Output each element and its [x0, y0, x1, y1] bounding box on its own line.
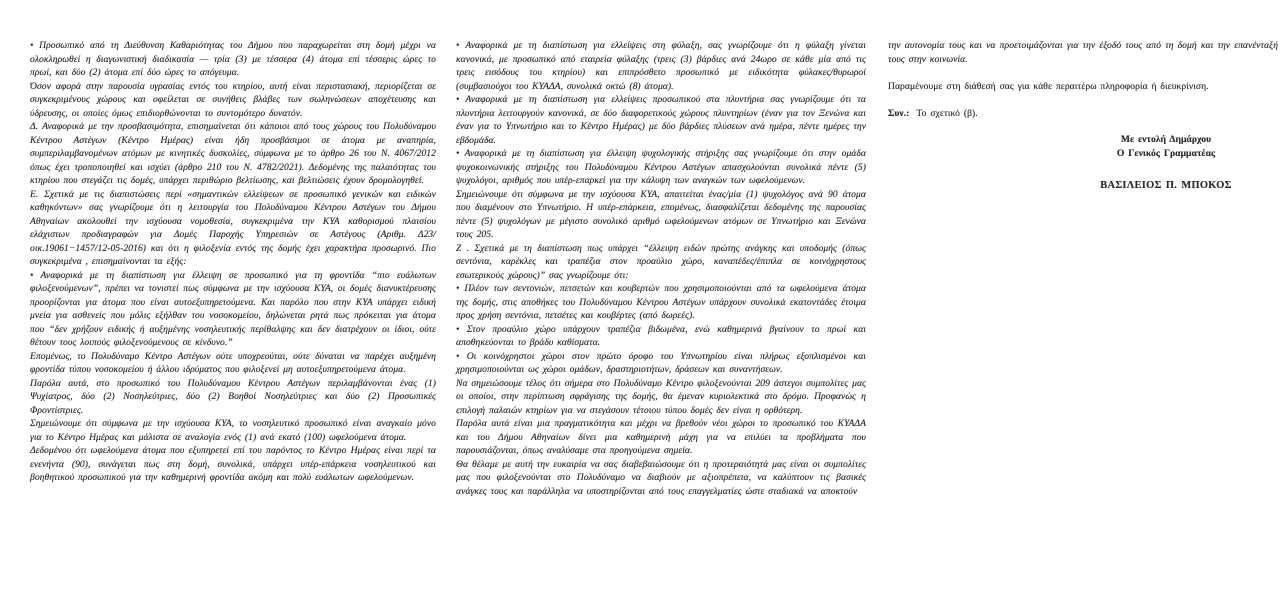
- signature-title-line: Ο Γενικός Γραμματέας: [1116, 147, 1216, 159]
- attachment-text: Το σχετικό (β).: [916, 107, 978, 119]
- document-column-2: [456, 39, 866, 498]
- closing-statement: Παραμένουμε στη διάθεσή σας για κάθε περαιτέρω πληροφορία ή διευκρίνιση.: [888, 81, 1209, 92]
- document-column-1: [30, 39, 436, 485]
- paragraph-bullet-psychological-support: • Αναφορικά με τη διαπίστωση για έλλειψη ψυχολογικής στήριξης σας γνωρίζουμε ότι στην ομάδα ψυχοκοινωνικής στήριξης του Πολυδύναμου Κέντρου Αστέγων απασχολούνται συνολικά πέντε (5) ψυχολόγοι, αριθμός που υπέρ-επαρκεί για την κάλυψη των αναγκών των ωφελούμενων.: [456, 148, 866, 186]
- signatory-name: ΒΑΣΙΛΕΙΟΣ Π. ΜΠΟΚΟΣ: [1100, 180, 1232, 191]
- attachment-label: Συν.:: [888, 107, 910, 119]
- paragraph-humidity: Όσον αφορά στην παρουσία υγρασίας εντός του κτηρίου, αυτή είναι περιστασιακή, περιορίζεται σε συγκεκριμένους χώρους και οφείλεται σε συνήθεις βλάβες των σωληνώσεων αποχέτευσης και ύδρευσης, οι οποίες όμως επιδιορθώνονται το συντομότερο δυνατόν.: [30, 80, 436, 119]
- attachment-note: [888, 107, 1278, 121]
- paragraph-bullet-laundry: • Αναφορικά με τη διαπίστωση για ελλείψεις προσωπικού στα πλυντήρια σας γνωρίζουμε ότι τα πλυντήρια λειτουργούν κανονικά, σε δύο διαφορετικούς χώρους πλυντηρίων (έναν για τον Ξενώνα και έναν για το Υπνωτήριο και το Κέντρο Ημέρας) με δύο βάρδιες πλύσεων ανά ημέρα, πέντε ημέρες την εβδομάδα.: [456, 94, 866, 146]
- signature-block: [1054, 133, 1278, 193]
- paragraph-bullet-courtyard-furniture: • Στον προαύλιο χώρο υπάρχουν τραπέζια βιδωμένα, ενώ καθημερινά βγαίνουν το πρωί και αποθηκεύονται το βράδυ καθίσματα.: [456, 323, 866, 348]
- paragraph-reintegration-continuation: την αυτονομία τους και να προετοιμάζονται για την έξοδό τους από τη δομή και την επανένταξή τους στην κοινωνία.: [888, 40, 1278, 65]
- paragraph-bullet-security: • Αναφορικά με τη διαπίστωση για ελλείψεις στη φύλαξη, σας γνωρίζουμε ότι η φύλαξη γίνεται κανονικά, με προσωπικό από εταιρεία φύλαξης (τρεις (3) βάρδιες ανά 24ωρο σε κάθε μία από τις τρεις εισόδους του κτηρίου) και επιπρόσθετο προσωπικό με ειδικότητα φύλακες/θυρωροί (συμβασιούχοι του ΚΥΑΔΑ, συνολικά οκτώ (8) άτομα).: [456, 40, 866, 92]
- paragraph-medical-staff-list: Παρόλα αυτά, στο προσωπικό του Πολυδύναμου Κέντρου Αστέγων περιλαμβάνονται ένας (1) Ψυχίατρος, δύο (2) Νοσηλεύτριες, δύο (2) Βοηθοί Νοσηλεύτριες και δύο (2) Προσωπικές Φροντίστριες.: [30, 377, 436, 416]
- signature-by-order-line: Με εντολή Δημάρχου: [1120, 134, 1212, 145]
- paragraph-bullet-cleaning-staff: • Προσωπικό από τη Διεύθυνση Καθαριότητας του Δήμου που παραχωρείται στη δομή μέχρι να ολοκληρωθεί η διαγωνιστική διαδικασία — τρία (3) με τέσσερα (4) άτομα επί τέσσερις ώρες το πρωί, και δύο (2) άτομα επί δύο ώρες το απόγευμα.: [30, 40, 436, 78]
- document-column-3: [888, 39, 1278, 193]
- paragraph-nursing-ratio: Σημειώνουμε ότι σύμφωνα με την ισχύουσα ΚΥΑ, το νοσηλευτικό προσωπικό είναι αναγκαίο μόνο για το Κέντρο Ημέρας και μάλιστα σε αναλογία ενός (1) ανά εκατό (100) ωφελούμενα άτομα.: [30, 418, 436, 443]
- paragraph-supplies-intro: Ζ . Σχετικά με τη διαπίστωση πως υπάρχει “έλλειψη ειδών πρώτης ανάγκης και υποδομής (όπως σεντόνια, καρέκλες και τραπέζια στον προαύλιο χώρο, καναπέδες/έπιπλα σε κοινόχρηστους εσωτερικούς χώρους)” σας γνωρίζουμε ότι:: [456, 242, 866, 281]
- paragraph-priority-statement: Θα θέλαμε με αυτή την ευκαιρία να σας διαβεβαιώσουμε ότι η προτεραιότητά μας είναι οι συμπολίτες μας που φιλοξενούνται στο Πολυδύναμο να διαβιούν με αξιοπρέπεια, να καλύπτουν τις βασικές ανάγκες τους και παράλληλα να υποστηρίζονται από τους επαγγελματίες ώστε σταδιακά να αποκτούν: [456, 458, 866, 497]
- paragraph-209-residents: Να σημειώσουμε τέλος ότι σήμερα στο Πολυδύναμο Κέντρο φιλοξενούνται 209 άστεγοι συμπολίτες μας οι οποίοι, στην περίπτωση σφράγισης της δομής, θα έμεναν κυριολεκτικά στο δρόμο. Προφανώς η επιλογή παλαιών κτηρίων για να στεγάσουν τέτοιου τύπου δομές δεν είναι η ορθότερη.: [456, 377, 866, 416]
- paragraph-daily-struggle: Παρόλα αυτά είναι μια πραγματικότητα και μέχρι να βρεθούν νέοι χώροι το προσωπικό του ΚΥΑΔΑ και του Δήμου Αθηναίων δίνει μια καθημερινή μάχη για να επιλύει τα προβλήματα που παρουσιάζονται, όπως αναλύσαμε στα προηγούμενα σημεία.: [456, 418, 866, 456]
- paragraph-staff-shortages-intro: Ε. Σχετικά με τις διαπιστώσεις περί «σημαντικών ελλείψεων σε προσωπικό γενικών και ειδικών καθηκόντων» σας γνωρίζουμε ότι η λειτουργία του Πολυδύναμου Κέντρου Αστέγων του Δήμου Αθηναίων ακολουθεί την ισχύουσα νομοθεσία, συγκεκριμένα την ΚΥΑ καθορισμού πλαισίου ελάχιστων προδιαγραφών για Δομές Παροχής Υπηρεσιών σε Αστέγους (Αριθμ. Δ23/οικ.19061−1457/12-05-2016) και ότι η φιλοξενία εντός της δομής έχει χαρακτήρα προσωρινό. Πιο συγκεκριμένα , επισημαίνονται τα εξής:: [30, 188, 436, 267]
- paragraph-psychologist-ratio: Σημειώνουμε ότι σύμφωνα με την ισχύουσα ΚΥΑ, απαιτείται ένας/μία (1) ψυχολόγος ανά 90 άτομα που διαμένουν στο Υπνωτήριο. Η υπέρ-επάρκεια, επομένως, διασφαλίζεται δεδομένης της παρουσίας πέντε (5) ψυχολόγων με μέγιστο συνολικό αριθμό ωφελούμενων ατόμων σε Υπνωτήριο και Ξενώνα τους 205.: [456, 188, 866, 240]
- paragraph-no-hospital-care: Επομένως, το Πολυδύναμο Κέντρο Αστέγων ούτε υποχρεούται, ούτε δύναται να παρέχει αυξημένη φροντίδα τύπου νοσοκομείου ή άλλου ιδρύματος που φιλοξενεί μη αυτοεξυπηρετούμενα άτομα.: [30, 350, 436, 375]
- paragraph-bullet-linens-stock: • Πλέον των σεντονιών, πετσετών και κουβερτών που χρησιμοποιούνται από τα ωφελούμενα άτομα της δομής, στις αποθήκες του Πολυδύναμου Κέντρου Αστέγων υπάρχουν συνολικά εκατοντάδες έτοιμα προς χρήση σεντόνια, πετσέτες και κουβέρτες (από δωρεές).: [456, 283, 866, 321]
- paragraph-bullet-common-areas: • Οι κοινόχρηστοι χώροι στον πρώτο όροφο του Υπνωτηρίου είναι πλήρως εξοπλισμένοι και χρησιμοποιούνται ως χώροι ομάδων, δραστηριοτήτων, δράσεων και συναντήσεων.: [456, 350, 866, 375]
- paragraph-staff-sufficiency: Δεδομένου ότι ωφελούμενα άτομα που εξυπηρετεί επί του παρόντος το Κέντρο Ημέρας είναι περί τα ενενήντα (90), συνάγεται πως στη δομή, συνολικά, υπάρχει υπέρ-επάρκεια νοσηλευτικού και βοηθητικού προσωπικού για την καθημερινή φροντίδα ακόμη και πολύ ευάλωτων ωφελούμενων.: [30, 445, 436, 483]
- paragraph-bullet-vulnerable-guests: • Αναφορικά με τη διαπίστωση για έλλειψη σε προσωπικό για τη φροντίδα “πιο ευάλωτων φιλοξενούμενων”, πρέπει να τονιστεί πως σύμφωνα με την ισχύουσα ΚΥΑ, οι δομές διανυκτέρευσης προορίζονται για άτομα που είναι αυτοεξυπηρετούμενα. Και παρόλο που στην ΚΥΑ υπάρχει ειδική μνεία για ασθενείς που μόλις εξήλθαν του νοσοκομείου, δηλώνεται ρητά πως πρόκειται για άτομα που “δεν χρήζουν ειδικής ή αυξημένης νοσηλευτικής περίθαλψης και δεν διατρέχουν οι ίδιοι, ούτε θέτουν τους λοιπούς φιλοξενούμενους σε κίνδυνο.”: [30, 269, 436, 348]
- paragraph-accessibility: Δ. Αναφορικά με την προσβασιμότητα, επισημαίνεται ότι κάποιοι από τους χώρους του Πολυδύναμου Κέντρου Αστέγων (Κέντρο Ημέρας) είναι ήδη προσβάσιμοι σε άτομα με αναπηρία, συμπεριλαμβανομένων ατόμων με κινητικές δυσκολίες, σύμφωνα με το άρθρο 26 του Ν. 4067/2012 όπως έχει τροποποιηθεί και ισχύει (άρθρο 210 του Ν. 4782/2021). Δεδομένης της παλαιότητας του κτηρίου που στεγάζει τις δομές, υπάρχει περιθώριο βελτίωσης, και βελτιώσεις έχουν δρομολογηθεί.: [30, 121, 436, 186]
